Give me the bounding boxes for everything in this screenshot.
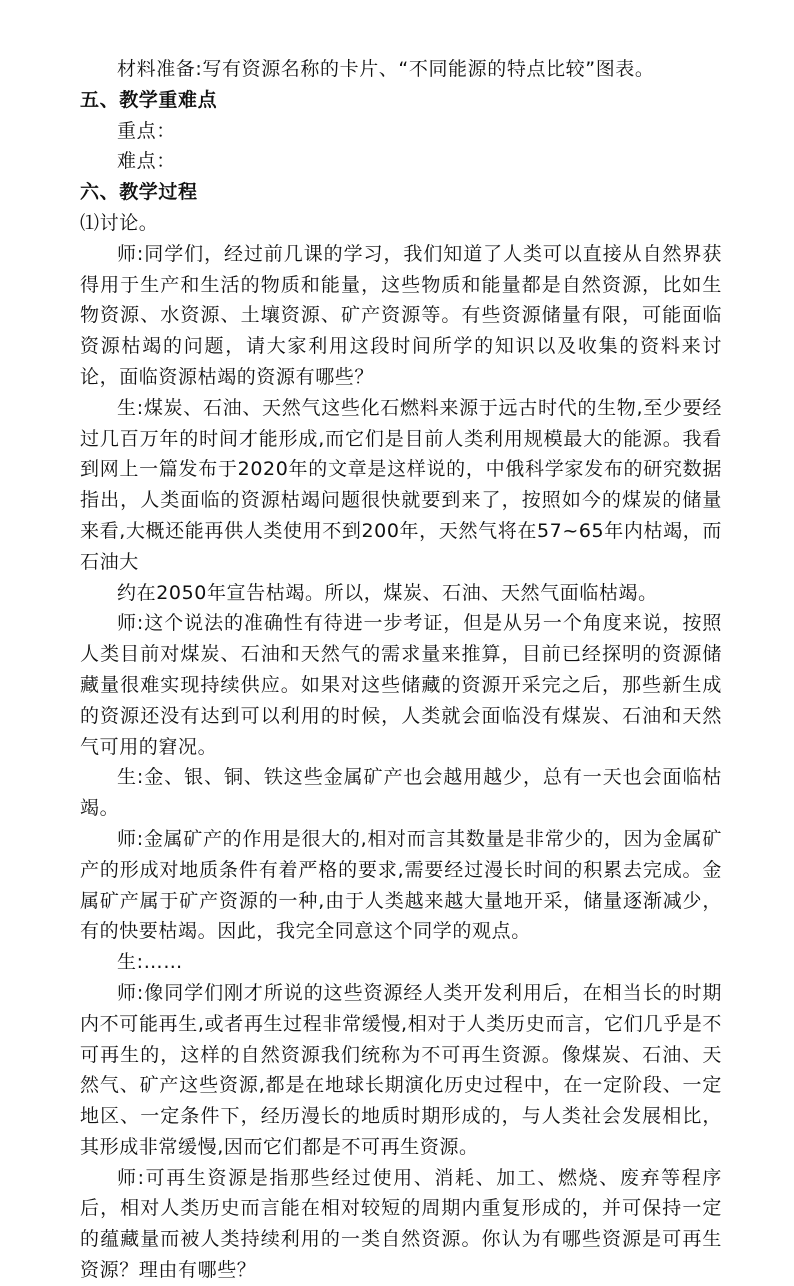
paragraph-teacher-renewable: 师:可再生资源是指那些经过使用、消耗、加工、燃烧、废弃等程序后，相对人类历史而言能在相对较短的周期内重复形成的，并可保持一定的蕴藏量而被人类持续利用的一类自然资源。你认为有哪些资源是可再生资源？理由有哪些？ [80,1166,722,1282]
paragraph-student-fossil-fuels: 生:煤炭、石油、天然气这些化石燃料来源于远古时代的生物,至少要经过几百万年的时间才能形成,而它们是目前人类利用规模最大的能源。我看到网上一篇发布于2020年的文章是这样说的，中俄科学家发布的研究数据指出，人类面临的资源枯竭问题很快就要到来了，按照如今的煤炭的储量来看,大概还能再供人类使用不到200年，天然气将在57~65年内枯竭，而石油大 [80,396,722,573]
key-point-label: 重点： [117,119,176,142]
difficult-point-label: 难点： [117,150,176,173]
section5-heading: 五、教学重难点 [80,88,218,111]
paragraph-teacher-reply-2: 师:金属矿产的作用是很大的,相对而言其数量是非常少的，因为金属矿产的形成对地质条件有着严格的要求,需要经过漫长时间的积累去完成。金属矿产属于矿产资源的一种,由于人类越来越大量地开采，储量逐渐减少，有的快要枯竭。因此，我完全同意这个同学的观点。 [80,827,722,943]
materials-line: 材料准备:写有资源名称的卡片、“不同能源的特点比较”图表。 [117,58,655,80]
paragraph-teacher-intro: 师:同学们，经过前几课的学习，我们知道了人类可以直接从自然界获得用于生产和生活的物质和能量，这些物质和能量都是自然资源，比如生物资源、水资源、土壤资源、矿产资源等。有些资源储量有限，可能面临资源枯竭的问题，请大家利用这段时间所学的知识以及收集的资料来讨论，面临资源枯竭的资源有哪些？ [80,242,722,388]
paragraph-teacher-nonrenewable: 师:像同学们刚才所说的这些资源经人类开发利用后，在相当长的时期内不可能再生,或者再生过程非常缓慢,相对于人类历史而言，它们几乎是不可再生的，这样的自然资源我们统称为不可再生资源。像煤炭、石油、天然气、矿产这些资源,都是在地球长期演化历史过程中，在一定阶段、一定地区、一定条件下，经历漫长的地质时期形成的，与人类社会发展相比，其形成非常缓慢,因而它们都是不可再生资源。 [80,981,722,1158]
section6-heading: 六、教学过程 [80,181,198,204]
paragraph-teacher-reply-1: 师:这个说法的准确性有待进一步考证，但是从另一个角度来说，按照人类目前对煤炭、石油和天然气的需求量来推算，目前已经探明的资源储藏量很难实现持续供应。如果对这些储藏的资源开采完之后，那些新生成的资源还没有达到可以利用的时候，人类就会面临没有煤炭、石油和天然气可用的窘况。 [80,612,722,758]
paragraph-student-ellipsis: 生:…… [117,951,183,974]
paragraph-student-continuation: 约在2050年宣告枯竭。所以，煤炭、石油、天然气面临枯竭。 [117,581,658,604]
document-page [80,54,722,1286]
step1-label: ⑴讨论。 [80,211,159,234]
paragraph-student-metals: 生:金、银、铜、铁这些金属矿产也会越用越少，总有一天也会面临枯竭。 [80,766,722,820]
